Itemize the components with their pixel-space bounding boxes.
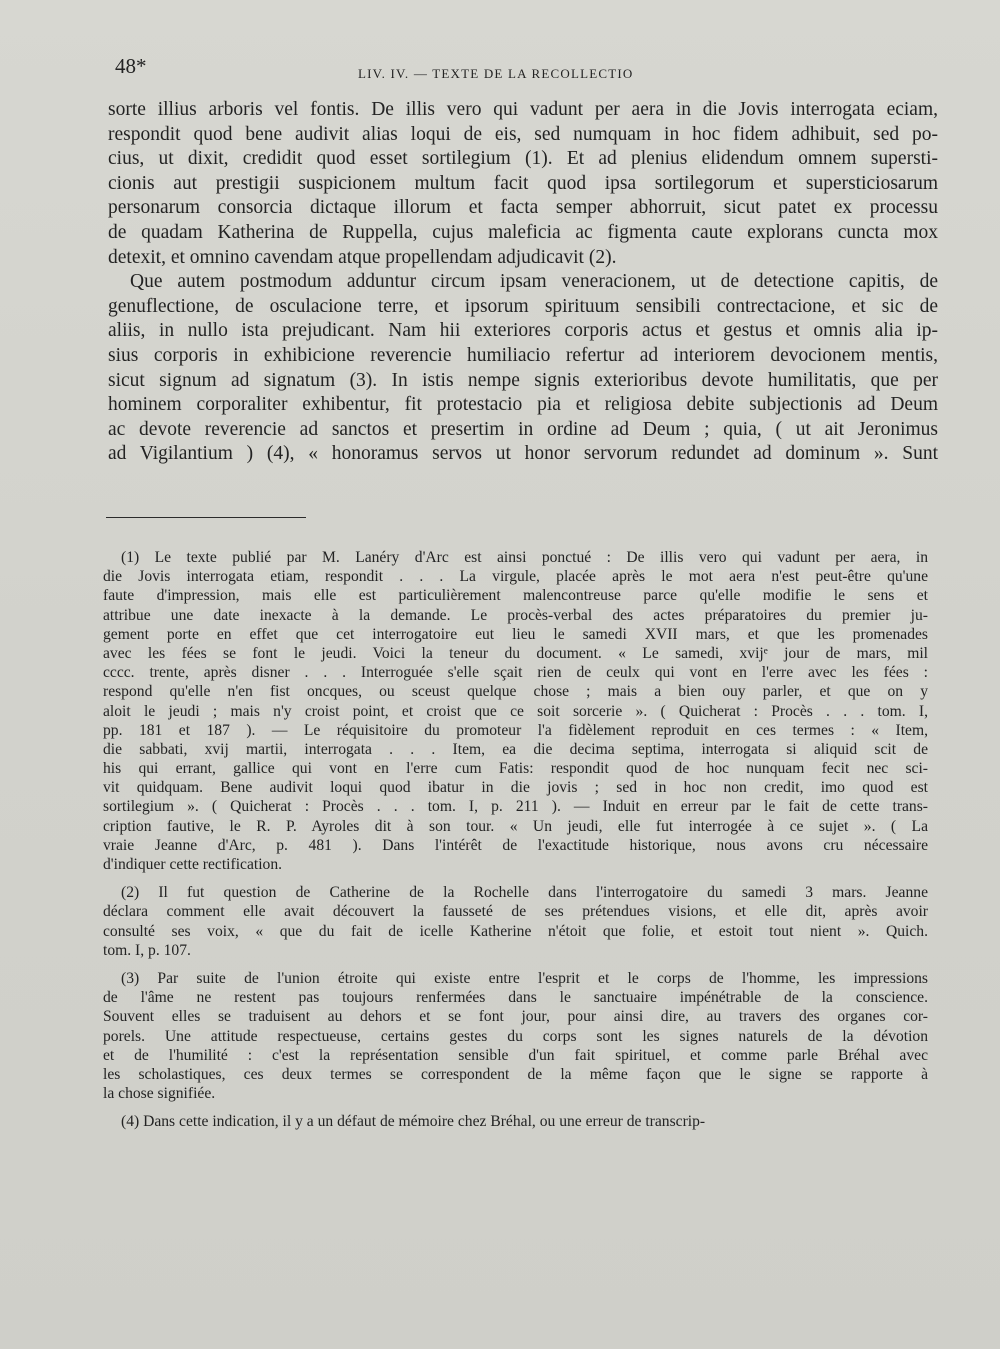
footnote-gap [103,960,928,969]
footnote-line: porels. Une attitude respectueuse, certains gestes du corps sont les signes naturels de la dévotion [103,1027,928,1045]
footnote-line: vraie Jeanne d'Arc, p. 481 ). Dans l'intérêt de l'exactitude historique, nous avons cru nécessaire [103,836,928,854]
main-text-line: ac devote reverencie ad sanctos et presertim in ordine ad Deum ; quia, ( ut ait Jeronimus [108,418,938,440]
footnote-3 [103,969,928,1103]
main-text-line: Que autem postmodum adduntur circum ipsam veneracionem, ut de detectione capitis, de [130,271,938,293]
footnote-line: attribue une date inexacte à la demande. Le procès-verbal des actes préparatoires du premier ju- [103,606,928,624]
footnote-line: die Jovis interrogata etiam, respondit . . . La virgule, placée après le mot aera n'est peut-être qu'une [103,568,928,586]
footnotes-block [103,548,928,1131]
footnote-line: his qui errant, gallice qui vont en l'erre cum Fatis: respondit quod de hoc nunquam fecit nec sci- [103,760,928,778]
footnote-line: la chose signifiée. [103,1085,216,1103]
footnote-4 [103,1112,928,1131]
footnote-line: de l'âme ne restent pas toujours renfermées dans le sanctuaire impénétrable de la conscience. [103,989,928,1007]
main-text-line: cius, ut dixit, credidit quod esset sortilegium (1). Et ad plenius elidendum omnem supersti- [108,148,938,170]
footnote-line: déclara comment elle avait découvert la fausseté de ses prétendues visions, et elle dit, après avoir [103,903,928,921]
main-text-line: respondit quod bene audivit alias loqui de eis, sed numquam in hoc fidem adhibuit, sed po- [108,123,938,145]
footnote-line: cription fautive, le R. P. Ayroles dit à son tour. « Un jeudi, elle fut interrogée à ce sujet ». ( La [103,817,928,835]
footnote-line: consulté ses voix, « que du fait de icelle Katherine n'étoit que folie, et estoit tout nient ». Quich. [103,922,928,940]
footnote-line: (1) Le texte publié par M. Lanéry d'Arc est ainsi ponctué : De illis vero qui vadunt per aera, in [121,549,928,566]
footnote-line: cccc. trente, après disner . . . Interroguée s'elle sçait rien de ceulx qui vont en l'erre avec les fées : [103,664,928,682]
footnote-line: Souvent elles se traduisent au dehors et se font jour, pour ainsi dire, au travers des organes cor- [103,1008,928,1026]
footnote-line: avec les fées se font le jeudi. Voici la teneur du document. « Le samedi, xvijᵉ jour de mars, mil [103,644,928,662]
footnote-separator [106,517,306,518]
main-text-line: aliis, in nullo ista prejudicant. Nam hii exteriores corporis actus et gestus et omnis alia ip- [108,320,938,342]
footnote-2 [103,883,928,960]
footnote-line: respond qu'elle n'en fist oncques, ou sceust quelque chose ; mais a bien ouy parler, et que on y [103,683,928,701]
main-text-line: cionis aut prestigii suspicionem multum facit quod ipsa sortilegorum et supersticiosarum [108,172,938,194]
main-text-line: sius corporis in exhibicione reverencie humiliacio refertur ad interiorem devocionem mentis, [108,344,938,366]
main-text-block [108,98,938,467]
footnote-line: (2) Il fut question de Catherine de la Rochelle dans l'interrogatoire du samedi 3 mars. Jeanne [121,884,928,902]
footnote-line: sortilegium ». ( Quicherat : Procès . . . tom. I, p. 211 ). — Induit en erreur par le fait de cette trans- [103,798,928,816]
footnote-gap [103,874,928,883]
page-number: 48* [115,54,147,78]
footnote-line: vit quidquam. Bene audivit loqui quod ibatur in die jovis ; sed in hoc non credit, imo quod est [103,779,928,797]
footnote-line: gement porte en effet que cet interrogatoire eut lieu le samedi XVII mars, et que les promenades [103,625,928,643]
main-text-line: hominem corporaliter exhibentur, fit protestacio pia et religiosa debite subjectionis ad Deum [108,394,938,416]
footnote-line: tom. I, p. 107. [103,941,191,959]
main-text-line: personarum consorcia dictaque illorum et facta semper abhorruit, sicut patet ex processu [108,197,938,219]
footnote-line: (4) Dans cette indication, il y a un défaut de mémoire chez Bréhal, ou une erreur de transcrip- [121,1113,706,1131]
footnote-line: faute d'impression, mais elle est particulièrement malencontreuse parce qu'elle modifie le sens et [103,587,928,605]
footnote-line: et de l'humilité : c'est la représentation sensible d'un fait spirituel, et comme parle Bréhal avec [103,1046,928,1064]
running-head: LIV. IV. — TEXTE DE LA RECOLLECTIO [358,66,634,81]
footnote-gap [103,1103,928,1112]
main-text-line: sorte illius arboris vel fontis. De illis vero qui vadunt per aera in die Jovis interrogata eciam, [108,99,938,120]
footnote-line: die sabbati, xvij martii, interrogata . . . Item, ea die decima septima, interrogata si aliquid scit de [103,740,928,758]
footnote-line: (3) Par suite de l'union étroite qui existe entre l'esprit et le corps de l'homme, les impressions [121,969,928,987]
main-text-line: genuflectione, de osculacione terre, et ipsorum spirituum sensibili contrectacione, et sic de [108,295,938,317]
footnote-line: les scholastiques, ces deux termes se correspondent de la même façon que le signe se rapporte à [103,1065,928,1083]
main-text-line: detexit, et omnino cavendam atque propellendam adjudicavit (2). [108,246,617,268]
footnote-line: pp. 181 et 187 ). — Le réquisitoire du promoteur l'a fidèlement reproduit en ces termes : « Item, [103,721,928,739]
footnote-1 [103,548,928,874]
main-text-line: ad Vigilantium ) (4), « honoramus servos ut honor servorum redundet ad dominum ». Sunt [108,443,938,465]
footnote-line: d'indiquer cette rectification. [103,856,283,873]
footnote-line: aloit le jeudi ; mais n'y croist point, et croist que ce soit sorcerie ». ( Quicherat : Procès . . . tom. I, [103,702,928,720]
main-text-line: de quadam Katherina de Ruppella, cujus maleficia ac figmenta caute explorans cuncta mox [108,221,938,243]
main-text-line: sicut signum ad signatum (3). In istis nempe signis exterioribus devote humilitatis, que per [108,369,938,391]
